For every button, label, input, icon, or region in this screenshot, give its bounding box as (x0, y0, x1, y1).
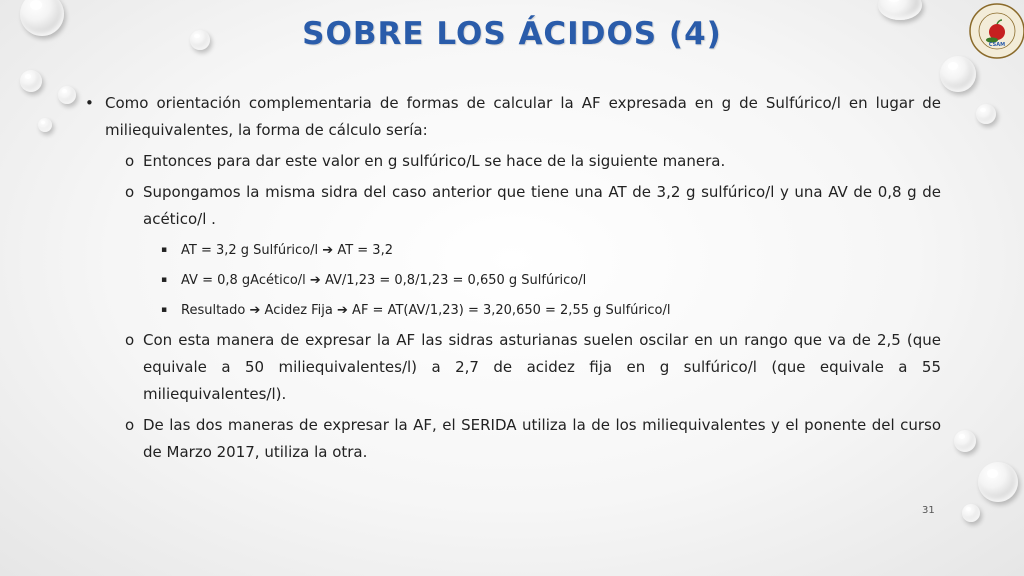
formula-text: AT = 3,2 g Sulfúrico/l (181, 243, 323, 258)
slide-title: SOBRE LOS ÁCIDOS (4) (302, 16, 722, 52)
arrow-icon: ➔ (322, 243, 334, 258)
page-number: 31 (922, 505, 935, 516)
sub-bullet-item (85, 179, 941, 233)
svg-text:CSAM: CSAM (988, 42, 1006, 48)
arrow-icon: ➔ (337, 303, 348, 318)
water-drop-decoration (20, 70, 42, 92)
square-bullet-icon: ▪ (161, 305, 168, 315)
bullet-marker: o (125, 416, 135, 434)
formula-item (85, 297, 941, 324)
formula-text: Acidez Fija (260, 303, 338, 318)
water-drop-decoration (38, 118, 52, 132)
sub-bullet-item (85, 148, 941, 175)
formula-text: AF = AT(AV/1,23) = 3,20,650 = 2,55 g Sulfúrico/l (347, 303, 671, 318)
sub-bullet-item (85, 412, 941, 466)
formula-item (85, 267, 941, 294)
water-drop-decoration (978, 462, 1018, 502)
water-drop-decoration (954, 430, 976, 452)
formula-text: AT = 3,2 (333, 243, 393, 258)
water-drop-decoration (58, 86, 76, 104)
bullet-text: Con esta manera de expresar la AF las sidras asturianas suelen oscilar en un rango que va de 2,5 (que equivale a 50 miliequivalentes/l) a 2,7 de acidez fija en g sulfúrico/l (que equivale a 55 miliequivalentes/l). (143, 331, 941, 403)
water-drop-decoration (976, 104, 996, 124)
bullet-item (85, 90, 941, 144)
water-drop-decoration (940, 56, 976, 92)
bullet-marker: o (125, 331, 135, 349)
bullet-text: Supongamos la misma sidra del caso anterior que tiene una AT de 3,2 g sulfúrico/l y una AV de 0,8 g de acético/l . (143, 183, 941, 228)
bullet-marker: o (125, 183, 135, 201)
arrow-icon: ➔ (309, 273, 321, 288)
formula-item (85, 237, 941, 264)
formula-text: AV = 0,8 gAcético/l (181, 273, 310, 288)
arrow-icon: ➔ (249, 303, 261, 318)
water-drop-decoration (962, 504, 980, 522)
square-bullet-icon: ▪ (161, 275, 168, 285)
bullet-text: De las dos maneras de expresar la AF, el SERIDA utiliza la de los miliequivalentes y el ponente del curso de Marzo 2017, utiliza la otra. (143, 416, 941, 461)
slide-body (85, 90, 941, 470)
formula-text: Resultado (181, 303, 250, 318)
bullet-marker: • (85, 94, 94, 112)
sub-bullet-item (85, 327, 941, 408)
square-bullet-icon: ▪ (161, 245, 168, 255)
formula-text: AV/1,23 = 0,8/1,23 = 0,650 g Sulfúrico/l (320, 273, 587, 288)
bullet-marker: o (125, 152, 135, 170)
bullet-text: Como orientación complementaria de formas de calcular la AF expresada en g de Sulfúrico/l en lugar de miliequivalentes, la forma de cálculo sería: (105, 94, 941, 139)
bullet-text: Entonces para dar este valor en g sulfúrico/L se hace de la siguiente manera. (143, 152, 726, 170)
